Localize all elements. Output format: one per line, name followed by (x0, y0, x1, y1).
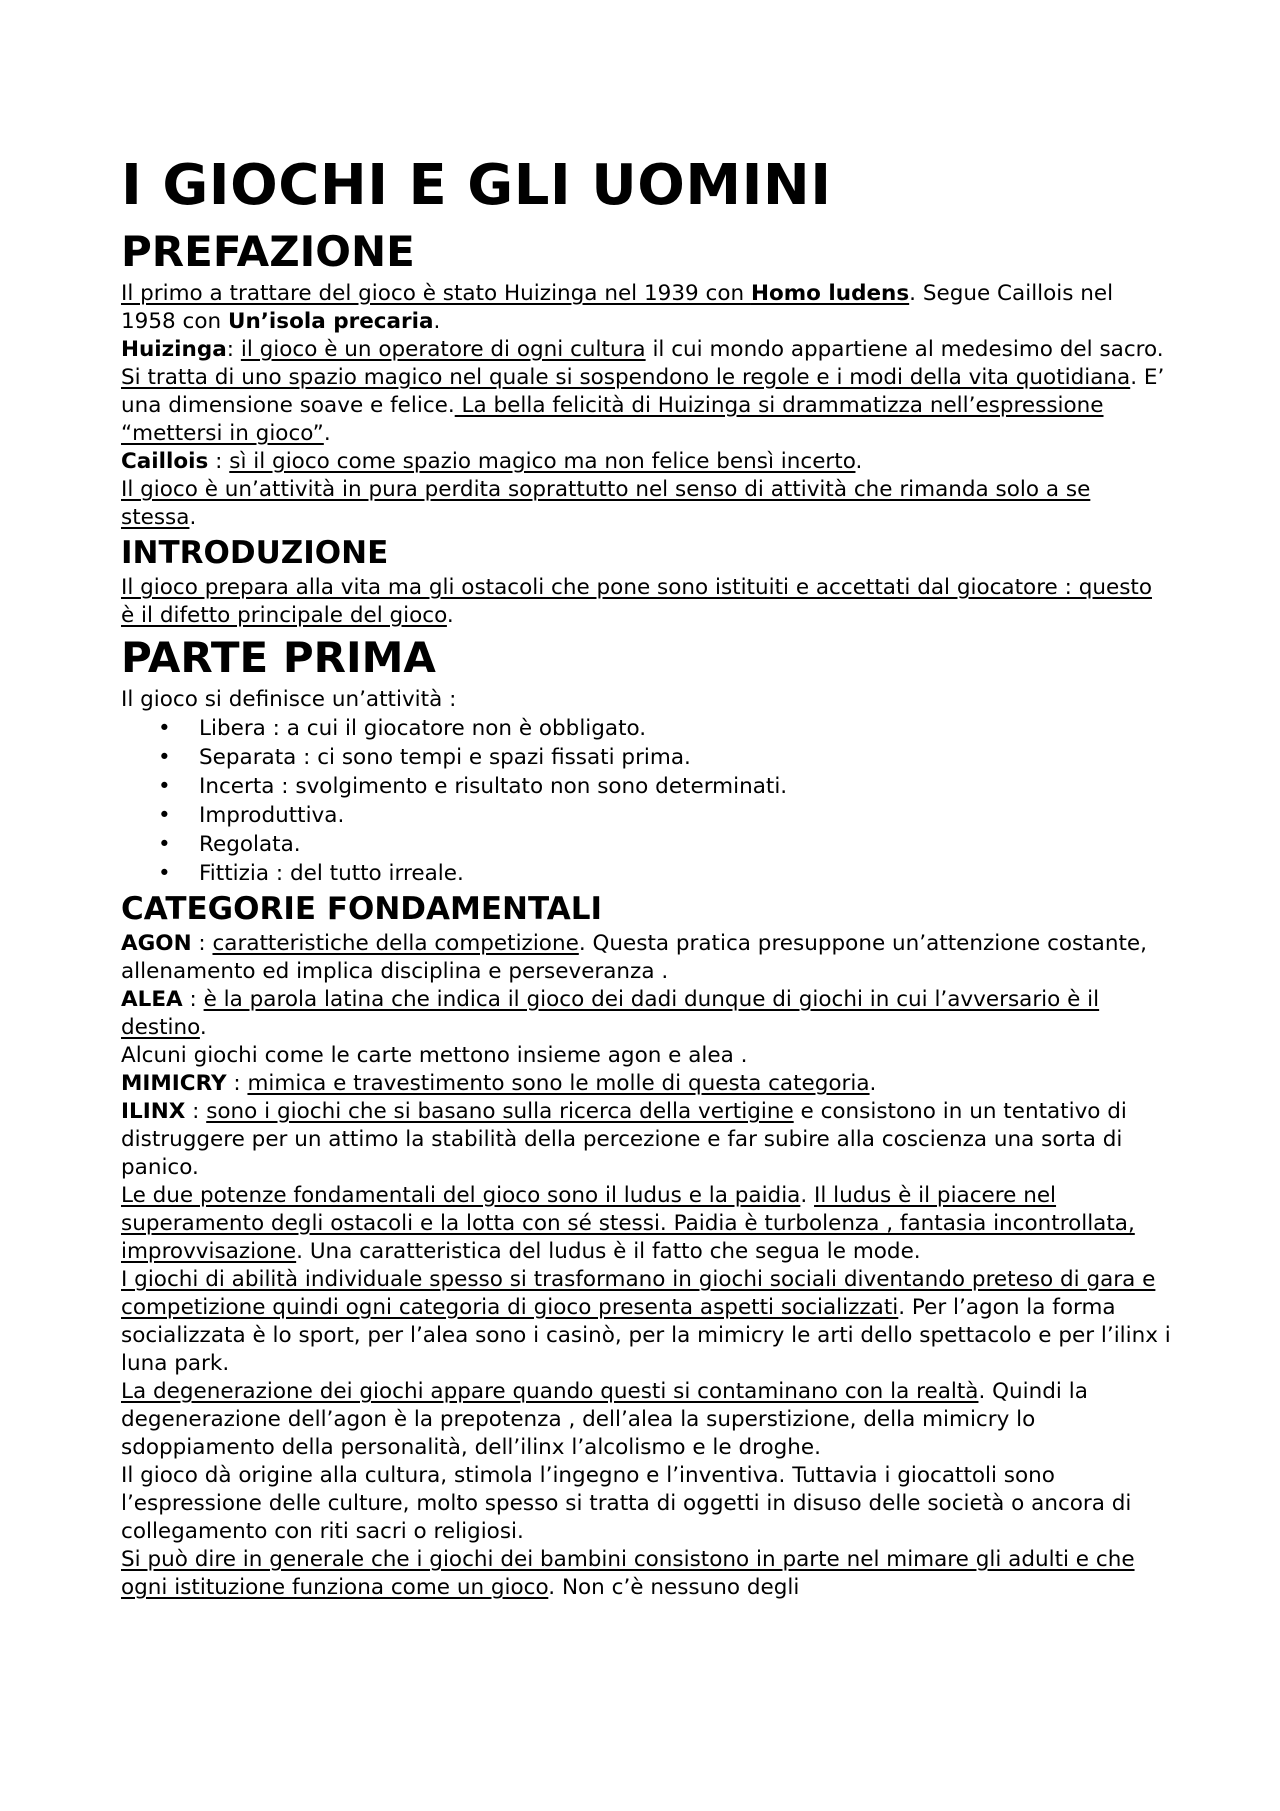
underlined-text: Il gioco è un’attività in pura perdita soprattutto nel senso di attività che rimanda solo a se stessa (121, 477, 1091, 530)
term-alea: ALEA (121, 987, 183, 1012)
heading-categorie-fondamentali: CATEGORIE FONDAMENTALI (121, 891, 603, 927)
plain-text: . (446, 603, 454, 628)
paragraph-homo-ludens (121, 280, 1171, 336)
plain-text: . Non c’è nessuno degli (548, 1575, 800, 1600)
underlined-text: La degenerazione dei giochi appare quando questi si contaminano con la realtà (121, 1379, 979, 1404)
plain-text: : (226, 337, 241, 362)
plain-text: : (191, 931, 213, 956)
term-ilinx: ILINX (121, 1099, 186, 1124)
paragraph-alea (121, 986, 1171, 1042)
plain-text: . Una caratteristica del ludus è il fatto che segua le mode. (296, 1239, 921, 1264)
paragraph-caillois (121, 448, 1171, 476)
underlined-text: Il gioco prepara alla vita ma gli ostacoli che pone sono istituiti e accettati dal giocatore : questo è il difetto principale del gioco (121, 575, 1152, 628)
paragraph-introduzione (121, 574, 1171, 630)
underlined-text: il gioco è un operatore di ogni cultura (240, 337, 646, 362)
paragraph-agon (121, 930, 1171, 986)
document-title: I GIOCHI E GLI UOMINI (121, 153, 832, 218)
underlined-text: Il primo a trattare del gioco è stato Huizinga nel 1939 con (121, 281, 751, 306)
term-caillois: Caillois (121, 449, 209, 474)
heading-introduzione: INTRODUZIONE (121, 535, 389, 571)
plain-text: . (855, 449, 863, 474)
paragraph-degenerazione (121, 1378, 1171, 1462)
plain-text: : (208, 449, 230, 474)
plain-text: il cui mondo appartiene al medesimo del sacro. (645, 337, 1164, 362)
plain-text: . (199, 1015, 207, 1040)
underlined-text: mimica e travestimento sono le molle di questa categoria (247, 1071, 870, 1096)
list-item: • Separata : ci sono tempi e spazi fissati prima. (199, 743, 1171, 772)
term-mimicry: MIMICRY (121, 1071, 227, 1096)
document-body (121, 148, 1171, 1602)
heading-parte-prima: PARTE PRIMA (121, 633, 436, 682)
trait-list (121, 714, 1171, 888)
paragraph-giochi-sociali (121, 1266, 1171, 1378)
paragraph-ilinx (121, 1098, 1171, 1182)
paragraph-mimicry (121, 1070, 1171, 1098)
list-item: • Libera : a cui il giocatore non è obbligato. (199, 714, 1171, 743)
paragraph-spazio-magico (121, 364, 1171, 448)
underlined-text: è la parola latina che indica il gioco dei dadi dunque di giochi in cui l’avversario è il destino (121, 987, 1100, 1040)
book-title-homo-ludens: Homo ludens (750, 281, 910, 306)
plain-text: : (185, 1099, 207, 1124)
plain-text: : (182, 987, 204, 1012)
underlined-text: Il ludus è il piacere nel superamento degli ostacoli e la lotta con sé stessi. Paidia è turbolenza , fantasia incontrollata, improvvisazione (121, 1183, 1135, 1264)
plain-text: . Questa pratica presuppone un’attenzione costante, allenamento ed implica disciplina e perseveranza . (121, 931, 1147, 984)
plain-text: . (869, 1071, 877, 1096)
paragraph-bambini (121, 1546, 1171, 1602)
underlined-text: La bella felicità di Huizinga si drammatizza nell’espressione “mettersi in gioco” (121, 393, 1104, 446)
paragraph-pura-perdita (121, 476, 1171, 532)
list-item: • Regolata. (199, 830, 1171, 859)
paragraph-huizinga (121, 336, 1171, 364)
underlined-text: I giochi di abilità individuale spesso si trasformano in giochi sociali diventando preteso di gara e competizione quindi ogni categoria di gioco presenta aspetti socializzati (121, 1267, 1156, 1320)
plain-text: . Quindi la degenerazione dell’agon è la prepotenza , dell’alea la superstizione, della mimicry lo sdoppiamento della personalità, dell’ilinx l’alcolismo e le droghe. (121, 1379, 1088, 1460)
book-title-isola-precaria: Un’isola precaria (228, 309, 434, 334)
plain-text: . (189, 505, 197, 530)
paragraph-definizione: Il gioco si definisce un’attività : (121, 687, 457, 712)
term-huizinga: Huizinga (121, 337, 227, 362)
paragraph-ludus-paidia (121, 1182, 1171, 1266)
plain-text: . (800, 1183, 815, 1208)
plain-text: . (433, 309, 441, 334)
list-item: • Fittizia : del tutto irreale. (199, 859, 1171, 888)
underlined-text: Si tratta di uno spazio magico nel quale si sospendono le regole e i modi della vita quotidiana (121, 365, 1131, 390)
plain-text: . Segue Caillois nel 1958 con (121, 281, 1114, 334)
paragraph-carte: Alcuni giochi come le carte mettono insieme agon e alea . (121, 1043, 748, 1068)
term-agon: AGON (121, 931, 192, 956)
plain-text: . Per l’agon la forma socializzata è lo sport, per l’alea sono i casinò, per la mimicry le arti dello spettacolo e per l’ilinx i luna park. (121, 1295, 1171, 1376)
underlined-text: Le due potenze fondamentali del gioco sono il ludus e la paidia (121, 1183, 801, 1208)
plain-text: : (226, 1071, 248, 1096)
list-item: • Improduttiva. (199, 801, 1171, 830)
plain-text: . (323, 421, 331, 446)
plain-text: e consistono in un tentativo di distruggere per un attimo la stabilità della percezione e far subire alla coscienza una sorta di panico. (121, 1099, 1127, 1180)
paragraph-cultura: Il gioco dà origine alla cultura, stimola l’ingegno e l’inventiva. Tuttavia i giocattoli sono l’espressione delle culture, molto spesso si tratta di oggetti in disuso delle società o ancora di collegamento con riti sacri o religiosi. (121, 1463, 1132, 1544)
underlined-text: Si può dire in generale che i giochi dei bambini consistono in parte nel mimare gli adulti e che ogni istituzione funziona come un gioco (121, 1547, 1135, 1600)
underlined-text: caratteristiche della competizione (212, 931, 579, 956)
underlined-text: sì il gioco come spazio magico ma non felice bensì incerto (229, 449, 856, 474)
heading-prefazione: PREFAZIONE (121, 227, 415, 276)
plain-text: . E’ una dimensione soave e felice. (121, 365, 1165, 418)
list-item: • Incerta : svolgimento e risultato non sono determinati. (199, 772, 1171, 801)
underlined-text: sono i giochi che si basano sulla ricerca della vertigine (206, 1099, 794, 1124)
